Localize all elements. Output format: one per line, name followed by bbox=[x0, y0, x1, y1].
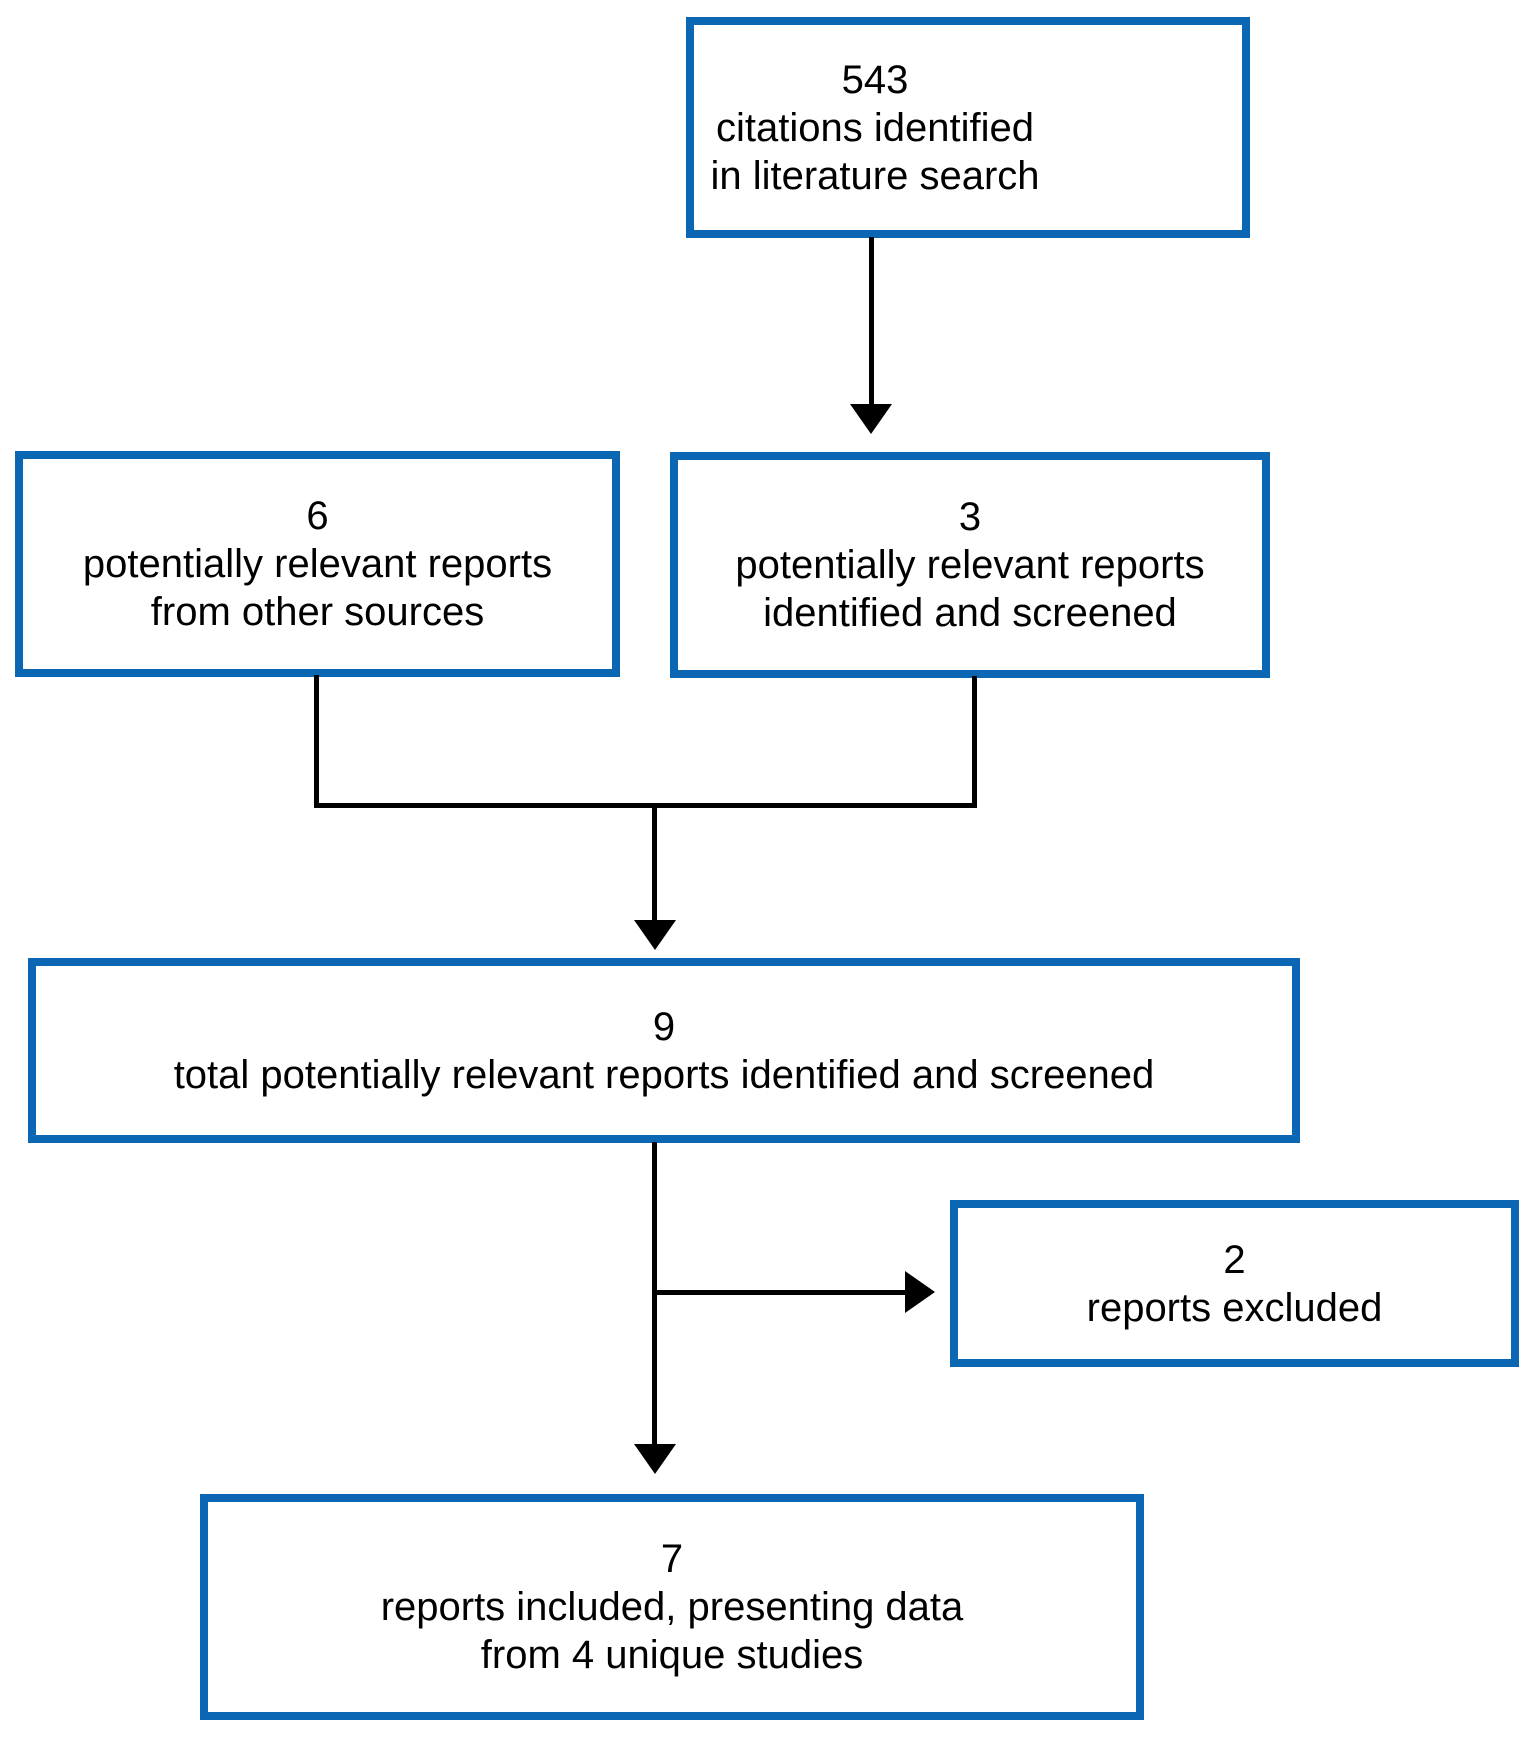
connector-merge-shaft bbox=[652, 803, 657, 920]
node-excluded bbox=[950, 1200, 1519, 1367]
citations-line2: in literature search bbox=[710, 153, 1040, 198]
connector-other-sources-drop bbox=[314, 675, 319, 808]
connector-citations-shaft bbox=[869, 237, 874, 404]
total-screened-line1: total potentially relevant reports identified and screened bbox=[173, 1052, 1155, 1097]
node-citations-identified bbox=[686, 17, 1250, 238]
node-total-screened bbox=[28, 958, 1300, 1143]
connector-excluded-arrowhead bbox=[905, 1271, 935, 1313]
node-included bbox=[200, 1494, 1144, 1720]
excluded-count: 2 bbox=[1223, 1237, 1246, 1282]
included-count: 7 bbox=[660, 1537, 684, 1581]
node-other-sources bbox=[15, 451, 620, 677]
citations-count: 543 bbox=[841, 57, 909, 102]
included-line1: reports included, presenting data bbox=[380, 1585, 964, 1629]
node-excluded-text bbox=[958, 1236, 1511, 1332]
identified-screened-line1: potentially relevant reports bbox=[735, 543, 1205, 587]
citations-line1: citations identified bbox=[716, 105, 1034, 150]
other-sources-line2: from other sources bbox=[150, 590, 485, 634]
node-identified-screened-text bbox=[678, 493, 1262, 637]
connector-citations-arrowhead bbox=[850, 404, 892, 434]
excluded-line1: reports excluded bbox=[1086, 1285, 1383, 1330]
connector-merge-arrowhead bbox=[634, 920, 676, 950]
other-sources-count: 6 bbox=[306, 494, 329, 538]
connector-identified-drop bbox=[972, 676, 977, 808]
node-other-sources-text bbox=[23, 492, 612, 636]
included-line2: from 4 unique studies bbox=[480, 1633, 864, 1677]
node-citations-text bbox=[694, 56, 1056, 200]
other-sources-line1: potentially relevant reports bbox=[82, 542, 553, 586]
connector-excluded-branch bbox=[655, 1290, 905, 1295]
identified-screened-line2: identified and screened bbox=[763, 591, 1177, 635]
node-included-text bbox=[208, 1535, 1136, 1679]
connector-total-arrowhead bbox=[634, 1444, 676, 1474]
total-screened-count: 9 bbox=[652, 1004, 676, 1049]
node-total-screened-text bbox=[36, 1003, 1292, 1099]
identified-screened-count: 3 bbox=[958, 495, 982, 539]
node-identified-screened bbox=[670, 452, 1270, 678]
connector-merge-horizontal bbox=[314, 803, 977, 808]
